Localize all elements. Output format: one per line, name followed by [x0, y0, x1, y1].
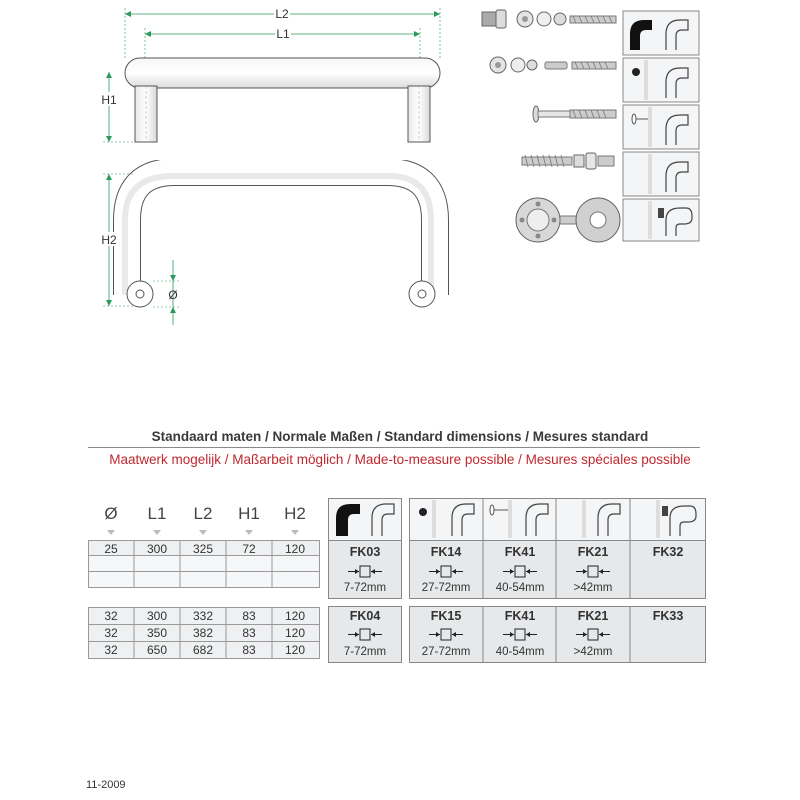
table-cell: 83: [242, 626, 256, 640]
fixing-range: >42mm: [573, 646, 613, 658]
fixing-parts-row-1: [482, 10, 616, 28]
table-cell: 32: [104, 609, 118, 623]
fixing-range: 7-72mm: [343, 582, 387, 594]
made-to-measure-subheading: Maatwerk mogelijk / Maßarbeit möglich / Made-to-measure possible / Mesures spéciales possible: [109, 452, 691, 467]
fixing-range: 40-54mm: [495, 582, 545, 594]
fixing-icon-fk32-large: [623, 199, 699, 241]
fixing-code-fk21: FK21: [577, 609, 609, 623]
fixing-code-fk21: FK21: [577, 545, 609, 559]
table-cell: 83: [242, 609, 256, 623]
fixing-parts-row-2: [490, 57, 616, 73]
document-date: 11-2009: [86, 779, 126, 791]
col-header-diameter: Ø: [104, 504, 118, 523]
table-cell: 325: [192, 542, 214, 556]
fixing-icon-fk03-large: [623, 11, 699, 55]
fixing-range: 40-54mm: [495, 646, 545, 658]
fixing-icon-fk41-large: [623, 105, 699, 149]
dim-label-l2: L2: [275, 7, 289, 21]
dim-label-h1: H1: [101, 93, 117, 107]
fixing-range: >42mm: [573, 582, 613, 594]
fixing-icon-fk21-large: [623, 152, 699, 196]
fixing-code-fk03: FK03: [349, 545, 381, 559]
col-header-h2: H2: [284, 504, 306, 523]
table-cell: 120: [284, 609, 306, 623]
fixing-code-fk33: FK33: [652, 609, 684, 623]
table-cell: 32: [104, 643, 118, 657]
fixing-range: 27-72mm: [421, 582, 471, 594]
heading-divider: [88, 447, 700, 448]
table-cell: 120: [284, 626, 306, 640]
handle-side-view-drawing: [95, 160, 455, 330]
handle-top-view-drawing: [95, 0, 455, 160]
col-header-h1: H1: [238, 504, 260, 523]
fixing-code-fk15: FK15: [430, 609, 462, 623]
table-cell: 32: [104, 626, 118, 640]
fixing-parts-row-4: [522, 153, 614, 169]
fixing-icon-fk14-large: [623, 58, 699, 102]
table-cell: 120: [284, 542, 306, 556]
col-header-l2: L2: [193, 504, 213, 523]
dim-label-diameter: Ø: [168, 288, 178, 302]
table-cell: 300: [146, 542, 168, 556]
standard-dimensions-heading: Standaard maten / Normale Maßen / Standard dimensions / Mesures standard: [151, 429, 649, 444]
col-header-l1: L1: [147, 504, 167, 523]
dimension-table: [88, 498, 320, 663]
table-cell: 382: [192, 626, 214, 640]
gap-measure-icons: [328, 498, 706, 664]
dim-label-h2: H2: [101, 233, 117, 247]
header-arrow-markers: [88, 528, 320, 538]
table-cell: 25: [104, 542, 118, 556]
table-cell: 682: [192, 643, 214, 657]
fixing-parts-row-5: [516, 198, 620, 242]
fixing-code-fk32: FK32: [652, 545, 684, 559]
table-cell: 332: [192, 609, 214, 623]
table-cell: 650: [146, 643, 168, 657]
fixing-code-fk41: FK41: [504, 609, 536, 623]
table-cell: 120: [284, 643, 306, 657]
table-cell: 83: [242, 643, 256, 657]
fixing-code-fk04: FK04: [349, 609, 381, 623]
table-cell: 350: [146, 626, 168, 640]
fixing-range: 27-72mm: [421, 646, 471, 658]
dim-label-l1: L1: [276, 27, 290, 41]
fixing-code-fk41: FK41: [504, 545, 536, 559]
fixing-range: 7-72mm: [343, 646, 387, 658]
table-cell: 72: [242, 542, 256, 556]
table-cell: 300: [146, 609, 168, 623]
fixing-type-icons-column: [622, 10, 702, 242]
fixing-code-fk14: FK14: [430, 545, 462, 559]
fixing-parts-row-3: [533, 106, 616, 122]
